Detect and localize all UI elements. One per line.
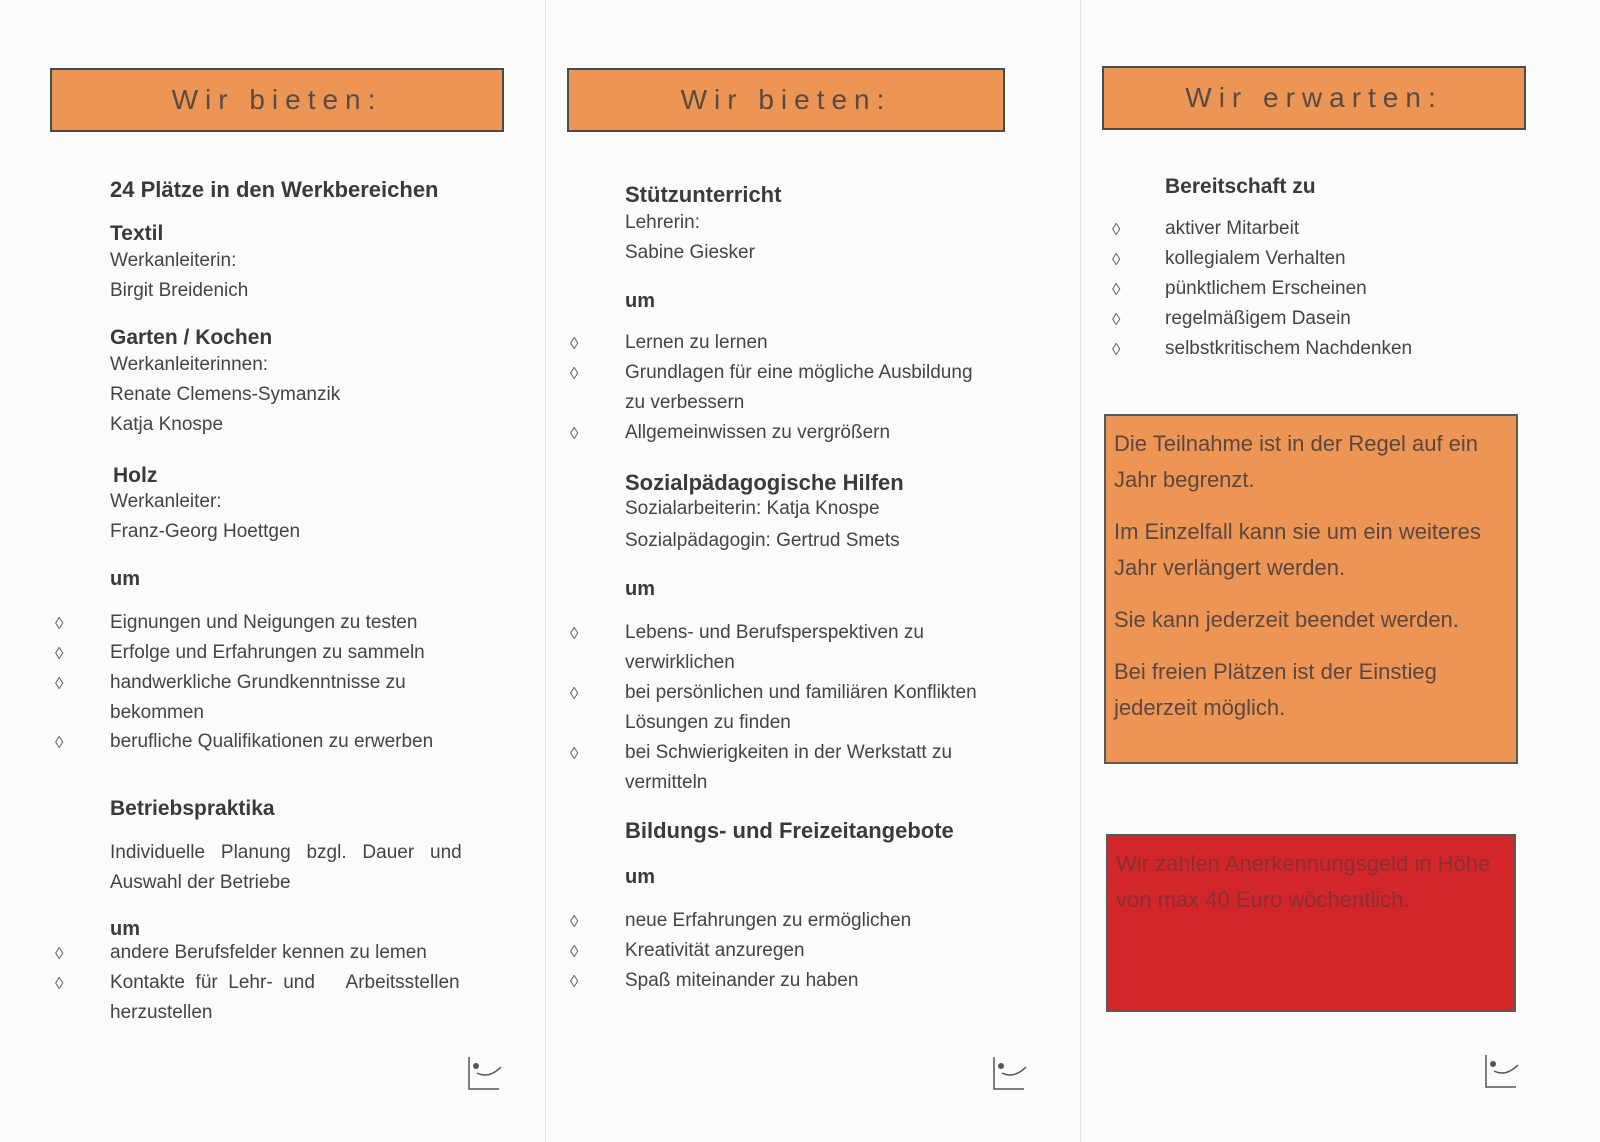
list-item: Lebens- und Berufsperspektiven zu	[625, 622, 924, 643]
bullet-icon: ◊	[570, 972, 579, 991]
textil-title: Textil	[110, 222, 164, 245]
list-item-continued: Lösungen zu finden	[625, 712, 791, 733]
bullet-icon: ◊	[570, 744, 579, 763]
bullet-icon: ◊	[570, 424, 579, 443]
bullet-icon: ◊	[55, 674, 64, 693]
list-item: selbstkritischem Nachdenken	[1165, 338, 1413, 359]
garten-name-1: Renate Clemens-Symanzik	[110, 384, 341, 405]
list-item-continued: verwirklichen	[625, 652, 735, 673]
praktika-line-1: Individuelle Planung bzgl. Dauer und	[110, 842, 462, 863]
stuetz-name: Sabine Giesker	[625, 242, 755, 263]
list-item: Kreativität anzuregen	[625, 940, 805, 961]
list-item: Lernen zu lernen	[625, 332, 768, 353]
sozial-line-1: Sozialarbeiterin: Katja Knospe	[625, 498, 880, 519]
bullet-icon: ◊	[570, 624, 579, 643]
list-item-continued: herzustellen	[110, 1002, 213, 1023]
bullet-icon: ◊	[1112, 220, 1121, 239]
um-label-2: um	[110, 918, 140, 940]
bullet-icon: ◊	[1112, 250, 1121, 269]
logo-icon	[990, 1055, 1030, 1091]
stuetz-title: Stützunterricht	[625, 182, 782, 207]
info-paragraph: Sie kann jederzeit beendet werden.	[1114, 607, 1459, 632]
bullet-icon: ◊	[1112, 340, 1121, 359]
list-item: neue Erfahrungen zu ermöglichen	[625, 910, 912, 931]
textil-role: Werkanleiterin:	[110, 250, 237, 271]
bullet-icon: ◊	[570, 684, 579, 703]
list-item: Grundlagen für eine mögliche Ausbildung	[625, 362, 973, 383]
bullet-icon: ◊	[570, 912, 579, 931]
list-item: Erfolge und Erfahrungen zu sammeln	[110, 642, 425, 663]
anerkennungsgeld-box	[1106, 834, 1516, 1012]
list-item-continued: vermitteln	[625, 772, 708, 793]
list-item-continued: zu verbessern	[625, 392, 745, 413]
list-item-continued: bekommen	[110, 702, 204, 723]
list-item: pünktlichem Erscheinen	[1165, 278, 1367, 299]
um-label-1: um	[110, 568, 140, 590]
list-item: Kontakte für Lehr- und Arbeitsstellen	[110, 972, 460, 993]
bullet-icon: ◊	[570, 942, 579, 961]
list-item: Eignungen und Neigungen zu testen	[110, 612, 418, 633]
list-item: Allgemeinwissen zu vergrößern	[625, 422, 891, 443]
holz-title: Holz	[113, 464, 158, 487]
stuetz-role: Lehrerin:	[625, 212, 700, 233]
bullet-icon: ◊	[55, 974, 64, 993]
garten-title: Garten / Kochen	[110, 326, 273, 349]
list-item: kollegialem Verhalten	[1165, 248, 1346, 269]
logo-icon	[465, 1055, 505, 1091]
bereitschaft-title: Bereitschaft zu	[1165, 175, 1316, 198]
werkbereiche-heading: 24 Plätze in den Werkbereichen	[110, 177, 439, 202]
bullet-icon: ◊	[55, 733, 64, 752]
textil-name: Birgit Breidenich	[110, 280, 249, 301]
panel-3-header: Wir erwarten:	[1102, 66, 1526, 130]
info-paragraph: Wir zahlen Anerkennungsgeld in Höhe von max 40 Euro wöchentlich.	[1116, 851, 1491, 912]
um-label-1: um	[625, 290, 655, 312]
list-item: bei Schwierigkeiten in der Werkstatt zu	[625, 742, 953, 763]
teilnahme-info-box	[1104, 414, 1518, 764]
bullet-icon: ◊	[1112, 310, 1121, 329]
list-item: bei persönlichen und familiären Konflikten	[625, 682, 977, 703]
sozial-line-2: Sozialpädagogin: Gertrud Smets	[625, 530, 900, 551]
bullet-icon: ◊	[55, 614, 64, 633]
list-item: regelmäßigem Dasein	[1165, 308, 1351, 329]
garten-name-2: Katja Knospe	[110, 414, 224, 435]
bildung-title: Bildungs- und Freizeitangebote	[625, 818, 954, 843]
bullet-icon: ◊	[570, 364, 579, 383]
praktika-line-2: Auswahl der Betriebe	[110, 872, 291, 893]
list-item: andere Berufsfelder kennen zu lemen	[110, 942, 427, 963]
list-item: handwerkliche Grundkenntnisse zu	[110, 672, 406, 693]
panel-2-header: Wir bieten:	[567, 68, 1005, 132]
um-label-2: um	[625, 578, 655, 600]
list-item: Spaß miteinander zu haben	[625, 970, 859, 991]
holz-name: Franz-Georg Hoettgen	[110, 521, 301, 542]
praktika-title: Betriebspraktika	[110, 797, 275, 820]
bullet-icon: ◊	[55, 644, 64, 663]
bullet-icon: ◊	[1112, 280, 1121, 299]
list-item: berufliche Qualifikationen zu erwerben	[110, 731, 434, 752]
garten-role: Werkanleiterinnen:	[110, 354, 269, 375]
holz-role: Werkanleiter:	[110, 491, 222, 512]
fold-line-1	[545, 0, 546, 1142]
sozial-title: Sozialpädagogische Hilfen	[625, 470, 904, 495]
logo-icon	[1482, 1053, 1522, 1089]
bullet-icon: ◊	[55, 944, 64, 963]
info-paragraph: Bei freien Plätzen ist der Einstieg jederzeit möglich.	[1114, 659, 1437, 720]
bullet-icon: ◊	[570, 334, 579, 353]
info-paragraph: Im Einzelfall kann sie um ein weiteres Jahr verlängert werden.	[1114, 519, 1481, 580]
um-label-3: um	[625, 866, 655, 888]
fold-line-2	[1080, 0, 1081, 1142]
list-item: aktiver Mitarbeit	[1165, 218, 1300, 239]
info-paragraph: Die Teilnahme ist in der Regel auf ein Jahr begrenzt.	[1114, 431, 1479, 492]
panel-1-header: Wir bieten:	[50, 68, 504, 132]
